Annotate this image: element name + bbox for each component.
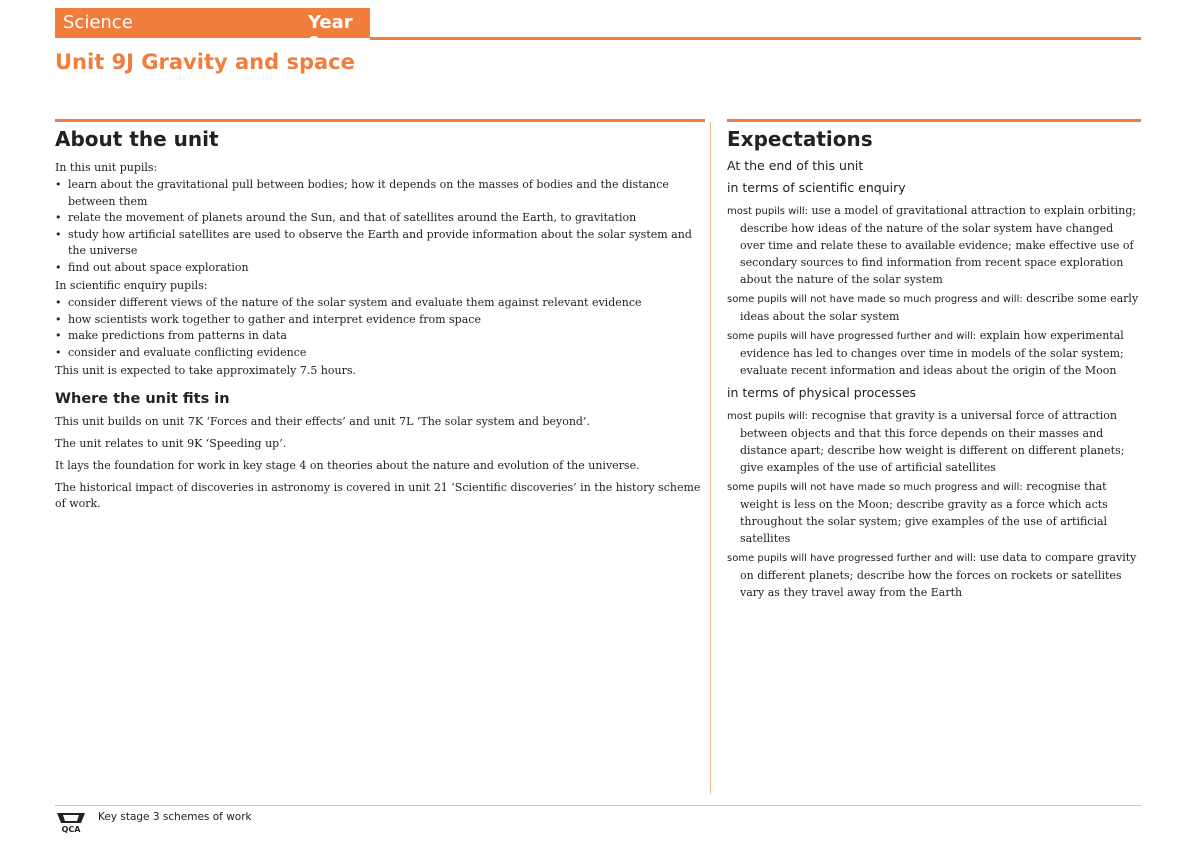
list-item: • how scientists work together to gather and interpret evidence from space <box>55 312 481 326</box>
enquiry-intro: In scientific enquiry pupils: <box>55 279 208 292</box>
right-column <box>727 119 1141 603</box>
list-item: • consider and evaluate conflicting evidence <box>55 345 307 359</box>
list-item: • find out about space exploration <box>55 260 249 274</box>
list-item: • learn about the gravitational pull between bodies; how it depends on the masses of bodies and the distance between them <box>55 178 669 208</box>
fits-paragraph: This unit builds on unit 7K ‘Forces and their effects’ and unit 7L ‘The solar system and beyond’. <box>55 415 590 428</box>
left-column <box>55 119 705 518</box>
expectation-item: some pupils will have progressed further and will: explain how experimental evidence has led to changes over time in models of the solar system; evaluate recent information and ideas about the origin of the Moon <box>727 329 1124 377</box>
duration-text: This unit is expected to take approximately 7.5 hours. <box>55 364 357 377</box>
end-of-unit-label: At the end of this unit <box>727 158 864 173</box>
column-divider <box>710 122 711 794</box>
year-label: Year 9 <box>308 12 353 54</box>
enquiry-subheading: in terms of scientific enquiry <box>727 180 906 195</box>
physical-subheading: in terms of physical processes <box>727 385 917 400</box>
fits-paragraph: It lays the foundation for work in key stage 4 on theories about the nature and evolution of the universe. <box>55 459 640 472</box>
fits-heading: Where the unit fits in <box>55 391 230 407</box>
expectation-item: most pupils will: use a model of gravitational attraction to explain orbiting; describe how ideas of the nature of the solar system have changed over time and relate these to available evidence; make effective use of secondary sources to find information from recent space exploration about the nature of the solar system <box>727 204 1137 286</box>
qca-logo-icon <box>55 811 87 833</box>
fits-paragraph: The historical impact of discoveries in astronomy is covered in unit 21 ‘Scientific discoveries’ in the history scheme of work. <box>55 481 701 510</box>
unit-title: Unit 9J Gravity and space <box>55 50 355 74</box>
list-item: • relate the movement of planets around the Sun, and that of satellites around the Earth, to gravitation <box>55 211 637 224</box>
expectations-heading: Expectations <box>727 127 873 151</box>
list-item: • make predictions from patterns in data <box>55 329 287 342</box>
header-rule <box>370 37 1141 40</box>
about-points <box>55 177 705 276</box>
svg-text:QCA: QCA <box>61 825 81 833</box>
footer-text: Key stage 3 schemes of work <box>98 811 252 823</box>
enquiry-points <box>55 295 705 361</box>
about-heading: About the unit <box>55 127 219 151</box>
fits-paragraph: The unit relates to unit 9K ‘Speeding up’. <box>55 437 287 450</box>
about-intro: In this unit pupils: <box>55 161 158 174</box>
footer-rule <box>55 805 1141 806</box>
expectation-item: some pupils will have progressed further and will: use data to compare gravity on different planets; describe how the forces on rockets or satellites vary as they travel away from the Earth <box>727 551 1137 599</box>
section-rule <box>55 119 705 122</box>
list-item: • consider different views of the nature of the solar system and evaluate them against relevant evidence <box>55 296 642 309</box>
section-rule <box>727 119 1141 122</box>
list-item: • study how artificial satellites are used to observe the Earth and provide information about the solar system and the universe <box>55 227 692 257</box>
expectation-item: some pupils will not have made so much progress and will: recognise that weight is less on the Moon; describe gravity as a force which acts throughout the solar system; give examples of the use of artificial satellites <box>727 480 1108 545</box>
header-bar <box>55 8 370 54</box>
expectation-item: most pupils will: recognise that gravity is a universal force of attraction between objects and that this force depends on their masses and distance apart; describe how weight is different on different planets; give examples of the use of artificial satellites <box>727 409 1125 474</box>
subject-label: Science <box>63 12 133 33</box>
expectation-item: some pupils will not have made so much progress and will: describe some early ideas about the solar system <box>727 292 1139 323</box>
